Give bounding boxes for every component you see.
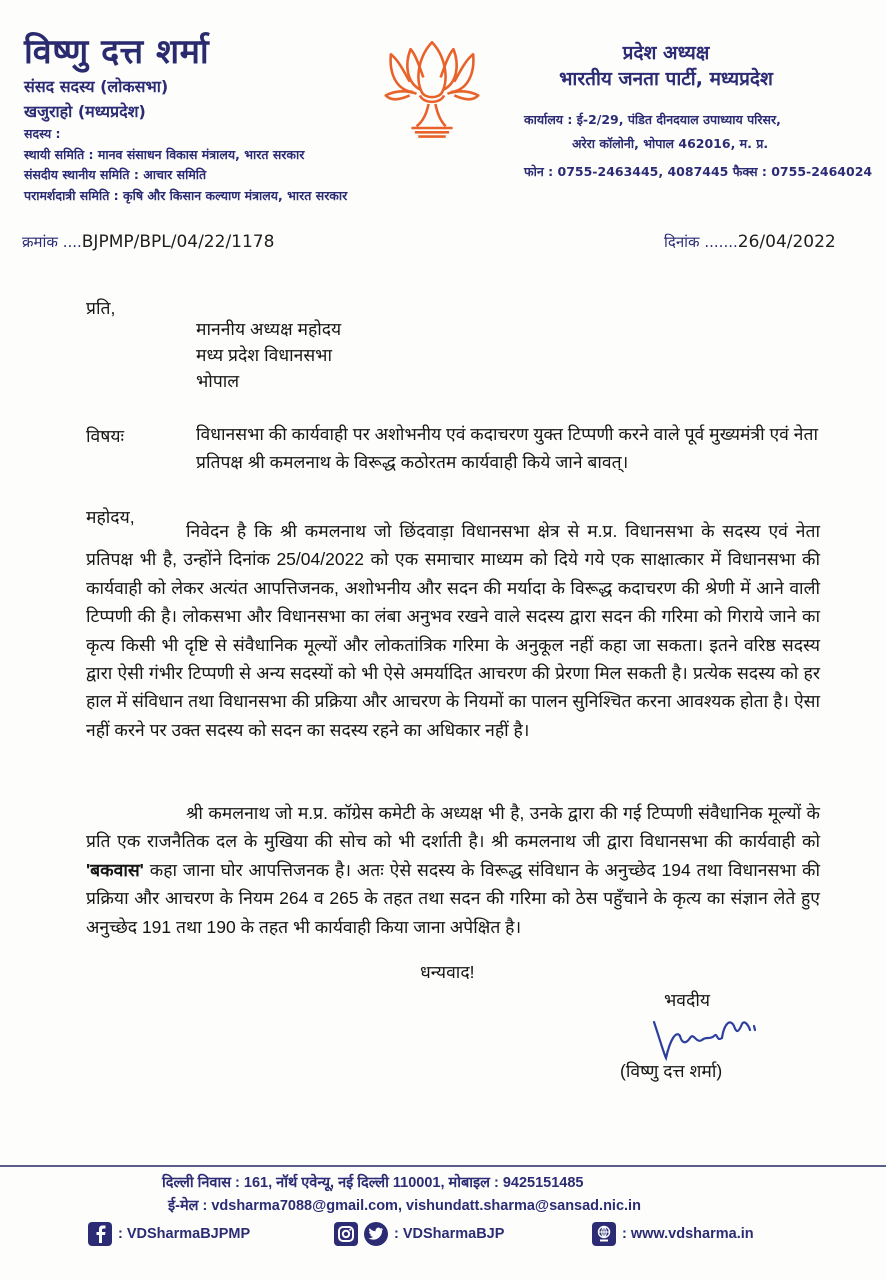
letterhead-name: विष्णु दत्त शर्मा	[24, 32, 210, 72]
body-paragraph	[86, 517, 820, 744]
reference-value: BJPMP/BPL/04/22/1178	[81, 232, 275, 252]
footer-address: दिल्ली निवास : 161, नॉर्थ एवेन्यू, नई दिल्ली 110001, मोबाइल : 9425151485	[162, 1175, 584, 1191]
website-text: : www.vdsharma.in	[622, 1226, 754, 1242]
instagram-twitter-handle[interactable]	[334, 1222, 504, 1246]
party-post: प्रदेश अध्यक्ष	[622, 42, 710, 64]
signer-name: (विष्णु दत्त शर्मा)	[620, 1061, 723, 1081]
date-dots: .......	[704, 233, 738, 251]
letterhead-designation: संसद सदस्य (लोकसभा)	[24, 77, 169, 96]
footer-divider	[0, 1165, 886, 1167]
addressee-line: माननीय अध्यक्ष महोदय	[196, 319, 342, 339]
globe-icon	[592, 1222, 616, 1246]
office-address-line2: अरेरा कॉलोनी, भोपाल 462016, म. प्र.	[572, 136, 769, 151]
facebook-handle-text: : VDSharmaBJPMP	[118, 1226, 251, 1242]
letterhead-committee: स्थायी समिति : मानव संसाधन विकास मंत्रालय, भारत सरकार	[24, 147, 305, 162]
lotus-icon	[372, 30, 492, 142]
addressee-line: भोपाल	[196, 371, 240, 391]
addressee-prefix: प्रति,	[86, 298, 116, 318]
thanks: धन्यवाद!	[420, 962, 475, 982]
letterhead-committee: परामर्शदात्री समिति : कृषि और किसान कल्याण मंत्रालय, भारत सरकार	[24, 188, 348, 203]
subject-text: विधानसभा की कार्यवाही पर अशोभनीय एवं कदाचरण युक्त टिप्पणी करने वाले पूर्व मुख्यमंत्री एवं नेता प्रतिपक्ष श्री कमलनाथ के विरूद्ध कठोरतम कार्यवाही किये जाने बावत्।	[196, 424, 818, 472]
facebook-handle[interactable]	[88, 1222, 250, 1246]
letterhead-constituency: खजुराहो (मध्यप्रदेश)	[24, 102, 146, 121]
letter-date	[664, 232, 836, 252]
signature	[650, 1010, 760, 1062]
letterhead-member-label: सदस्य :	[24, 126, 61, 141]
closing: भवदीय	[664, 990, 711, 1010]
party-name: भारतीय जनता पार्टी, मध्यप्रदेश	[559, 68, 773, 90]
salutation: महोदय,	[86, 507, 135, 527]
reference-label: क्रमांक	[22, 233, 58, 251]
paragraph-text: निवेदन है कि श्री कमलनाथ जो छिंदवाड़ा विधानसभा क्षेत्र से म.प्र. विधानसभा के सदस्य एवं नेता प्रतिपक्ष भी है, उन्होंने दिनांक 25/04/2022 को एक समाचार माध्यम को दिये गये एक साक्षात्कार में विधानसभा की कार्यवाही को लेकर अत्यंत आपत्तिजनक, अशोभनीय और सदन की मर्यादा के विरूद्ध कदाचरण की श्रेणी में आने वाली टिप्पणी की है। लोकसभा और विधानसभा का लंबा अनुभव रखने वाले सदस्य द्वारा सदन की गरिमा को गिराये जाने का कृत्य किसी भी दृष्टि से संवैधानिक मूल्यों और लोकतांत्रिक गरिमा के अनुकूल नहीं कहा जा सकता। इतने वरिष्ठ सदस्य द्वारा ऐसी गंभीर टिप्पणी से अन्य सदस्यों को भी ऐसे अमर्यादित आचरण की प्रेरणा मिल सकती है। प्रत्येक सदस्य को हर हाल में संविधान तथा विधानसभा की प्रक्रिया और आचरण के नियमों का पालन सुनिश्चित करना आवश्यक होता है। ऐसा नहीं करने पर उक्त सदस्य को सदन का सदस्य रहने का अधिकार नहीं है।	[86, 521, 820, 740]
quoted-word: 'बकवास'	[86, 859, 144, 880]
website-link[interactable]	[592, 1222, 754, 1246]
instagram-icon	[334, 1222, 358, 1246]
paragraph-text: श्री कमलनाथ जो म.प्र. कॉग्रेस कमेटी के अध्यक्ष भी है, उनके द्वारा की गई टिप्पणी संवैधानिक मूल्यों के प्रति एक राजनैतिक दल के मुखिया की सोच को भी दर्शाती है। श्री कमलनाथ जी द्वारा विधानसभा की कार्यवाही को	[86, 803, 820, 852]
footer-email: ई-मेल : vdsharma7088@gmail.com, vishundatt.sharma@sansad.nic.in	[168, 1198, 641, 1214]
office-address-line1: कार्यालय : ई-2/29, पंडित दीनदयाल उपाध्याय परिसर,	[524, 112, 781, 127]
date-label: दिनांक	[664, 233, 700, 251]
twitter-icon	[364, 1222, 388, 1246]
subject-label: विषयः	[86, 426, 125, 446]
body-paragraph	[86, 799, 820, 941]
office-phone: फोन : 0755-2463445, 4087445 फैक्स : 0755-2464024	[524, 164, 873, 179]
date-value: 26/04/2022	[737, 232, 836, 252]
reference-number	[22, 232, 274, 252]
paragraph-text: कहा जाना घोर आपत्तिजनक है। अतः ऐसे सदस्य के विरूद्ध संविधान के अनुच्छेद 194 तथा विधानसभा की प्रक्रिया और आचरण के नियम 264 व 265 के तहत तथा सदन की गरिमा को ठेस पहुँचाने के कृत्य का संज्ञान लेते हुए अनुच्छेद 191 तथा 190 के तहत भी कार्यवाही किया जाना अपेक्षित है।	[86, 859, 820, 937]
facebook-icon	[88, 1222, 112, 1246]
reference-dots: ....	[62, 233, 82, 251]
letterhead-committee: संसदीय स्थानीय समिति : आचार समिति	[24, 167, 207, 182]
instagram-twitter-handle-text: : VDSharmaBJP	[394, 1226, 505, 1242]
addressee-line: मध्य प्रदेश विधानसभा	[196, 345, 333, 365]
